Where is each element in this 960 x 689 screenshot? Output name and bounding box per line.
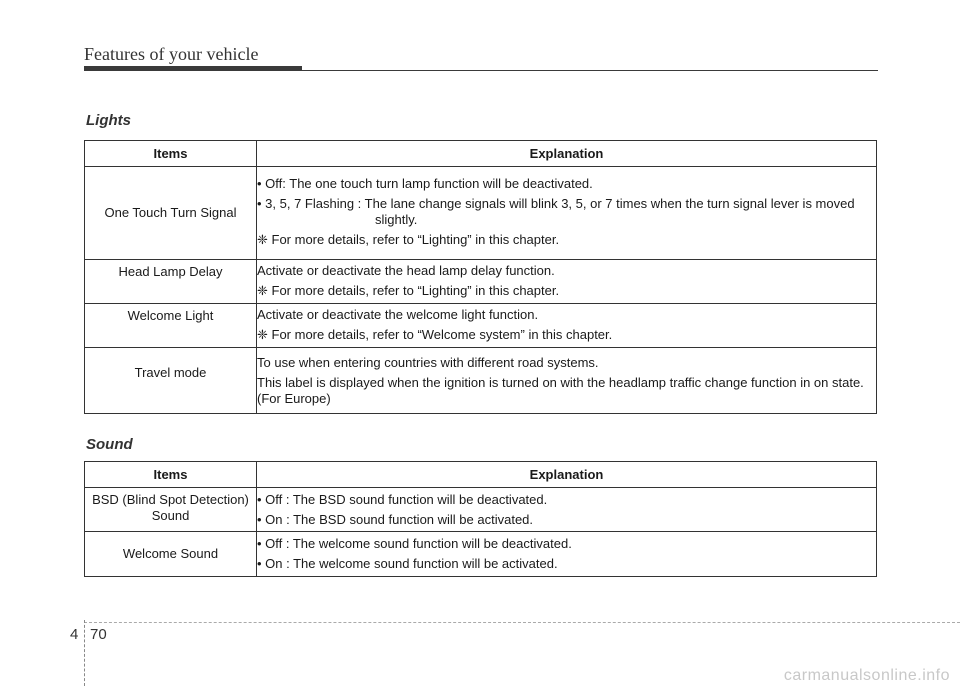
table-row (85, 260, 877, 304)
footer-divider (84, 620, 85, 686)
explanation-cell (257, 260, 877, 304)
explanation-line: • Off : The welcome sound function will be deactivated. (257, 536, 572, 551)
item-label: Head Lamp Delay (118, 264, 223, 279)
explanation-column-header: Explanation (257, 141, 877, 167)
table-row (85, 532, 877, 577)
page-header-title: Features of your vehicle (84, 44, 259, 64)
watermark: carmanualsonline.info (783, 667, 950, 684)
header-rule-thick (84, 66, 302, 71)
items-column-header: Items (85, 462, 257, 488)
item-cell (85, 532, 257, 577)
lights-section-title: Lights (86, 112, 131, 129)
table-header-row (85, 141, 877, 167)
lights-table (84, 140, 877, 414)
sound-table (84, 461, 877, 577)
item-cell (85, 488, 257, 532)
explanation-column-header: Explanation (257, 462, 877, 488)
explanation-line: • Off: The one touch turn lamp function will be deactivated. (257, 176, 593, 191)
explanation-cell (257, 304, 877, 348)
items-column-header: Items (85, 141, 257, 167)
explanation-line: To use when entering countries with different road systems. (257, 355, 599, 370)
table-row (85, 167, 877, 260)
item-cell (85, 304, 257, 348)
item-cell (85, 260, 257, 304)
item-label: Travel mode (134, 365, 207, 380)
note-line: ❈ For more details, refer to “Welcome system” in this chapter. (257, 327, 613, 342)
explanation-line: • Off : The BSD sound function will be deactivated. (257, 492, 548, 507)
explanation-line: Activate or deactivate the welcome light function. (257, 307, 539, 322)
explanation-cell (257, 488, 877, 532)
item-label: Welcome Sound (122, 546, 219, 561)
item-label: One Touch Turn Signal (104, 205, 237, 220)
item-cell (85, 348, 257, 414)
header-rule-thin (300, 70, 878, 71)
note-line: ❈ For more details, refer to “Lighting” in this chapter. (257, 232, 560, 247)
footer-rule (84, 622, 960, 623)
table-header-row (85, 462, 877, 488)
explanation-line: • 3, 5, 7 Flashing : The lane change signals will blink 3, 5, or 7 times when the turn signal lever is moved slightly. (257, 196, 855, 227)
table-row (85, 348, 877, 414)
item-cell (85, 167, 257, 260)
explanation-cell (257, 532, 877, 577)
explanation-line: Activate or deactivate the head lamp delay function. (257, 263, 555, 278)
table-row (85, 304, 877, 348)
chapter-number: 4 (70, 626, 79, 643)
explanation-cell (257, 348, 877, 414)
explanation-line: • On : The welcome sound function will be activated. (257, 556, 558, 571)
item-label: BSD (Blind Spot Detection) Sound (92, 492, 249, 523)
explanation-cell (257, 167, 877, 260)
page-number: 70 (90, 626, 107, 643)
sound-section-title: Sound (86, 436, 133, 453)
table-row (85, 488, 877, 532)
explanation-line: This label is displayed when the ignition is turned on with the headlamp traffic change function in on state. (For Europe) (257, 375, 864, 406)
explanation-line: • On : The BSD sound function will be activated. (257, 512, 534, 527)
note-line: ❈ For more details, refer to “Lighting” in this chapter. (257, 283, 560, 298)
item-label: Welcome Light (127, 308, 214, 323)
